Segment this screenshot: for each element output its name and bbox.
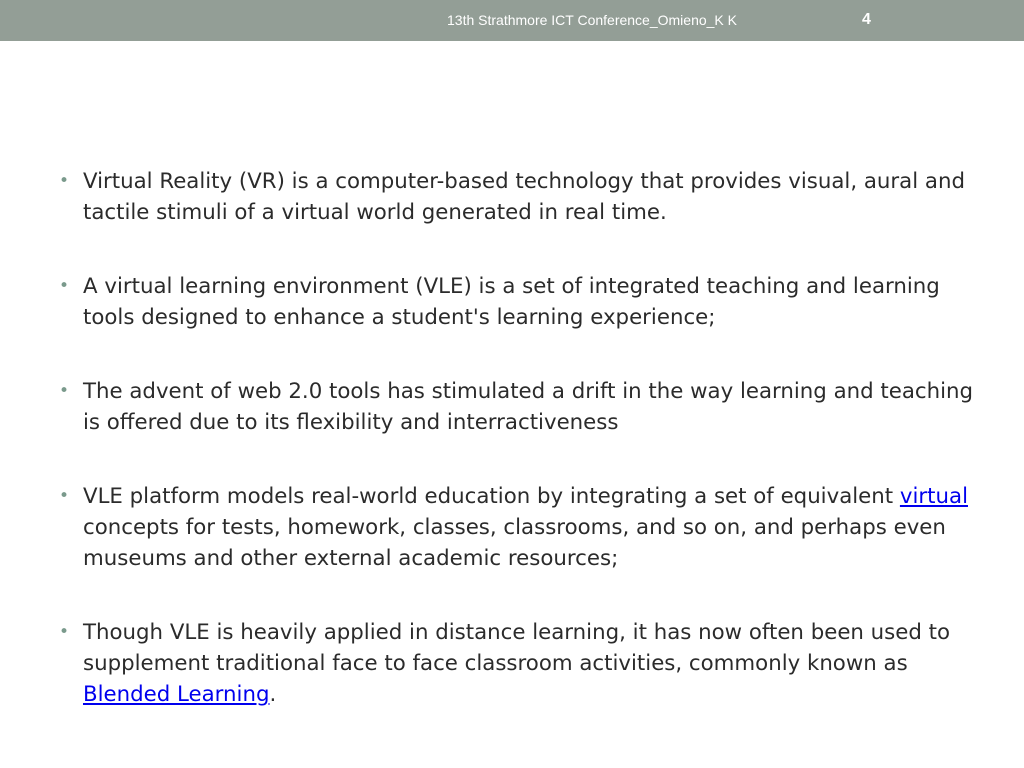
header-bar bbox=[0, 0, 1024, 41]
bullet-text: A virtual learning environment (VLE) is a set of integrated teaching and learning tools designed to enhance a student's learning experience; bbox=[83, 274, 940, 330]
bullet-dot-icon: • bbox=[59, 381, 70, 401]
blended-learning-link[interactable]: Blended Learning bbox=[83, 682, 270, 707]
bullet-dot-icon: • bbox=[59, 486, 70, 506]
bullet-dot-icon: • bbox=[59, 622, 70, 642]
bullet-vle-definition bbox=[59, 271, 979, 333]
bullet-text: The advent of web 2.0 tools has stimulated a drift in the way learning and teaching is offered due to its flexibility and interractiveness bbox=[83, 379, 974, 435]
bullet-web20-tools bbox=[59, 376, 979, 438]
bullet-dot-icon: • bbox=[59, 276, 70, 296]
slide-number: 4 bbox=[862, 11, 871, 28]
bullet-vr-definition bbox=[59, 166, 979, 228]
virtual-link[interactable]: virtual bbox=[899, 484, 968, 509]
bullet-blended-learning bbox=[59, 617, 979, 710]
bullet-dot-icon: • bbox=[59, 171, 70, 191]
bullet-text: Virtual Reality (VR) is a computer-based technology that provides visual, aural and tactile stimuli of a virtual world generated in real time. bbox=[83, 169, 965, 225]
bullet-text-after: . bbox=[269, 682, 277, 707]
bullet-vle-platform bbox=[59, 481, 979, 574]
conference-title: 13th Strathmore ICT Conference_Omieno_K K bbox=[447, 12, 738, 28]
bullet-text-before: Though VLE is heavily applied in distance learning, it has now often been used to supplement traditional face to face classroom activities, commonly known as bbox=[83, 620, 951, 676]
bullet-text-before: VLE platform models real-world education by integrating a set of equivalent bbox=[83, 484, 900, 509]
bullet-list bbox=[59, 166, 979, 753]
bullet-text-after: concepts for tests, homework, classes, classrooms, and so on, and perhaps even museums and other external academic resources; bbox=[83, 515, 946, 571]
